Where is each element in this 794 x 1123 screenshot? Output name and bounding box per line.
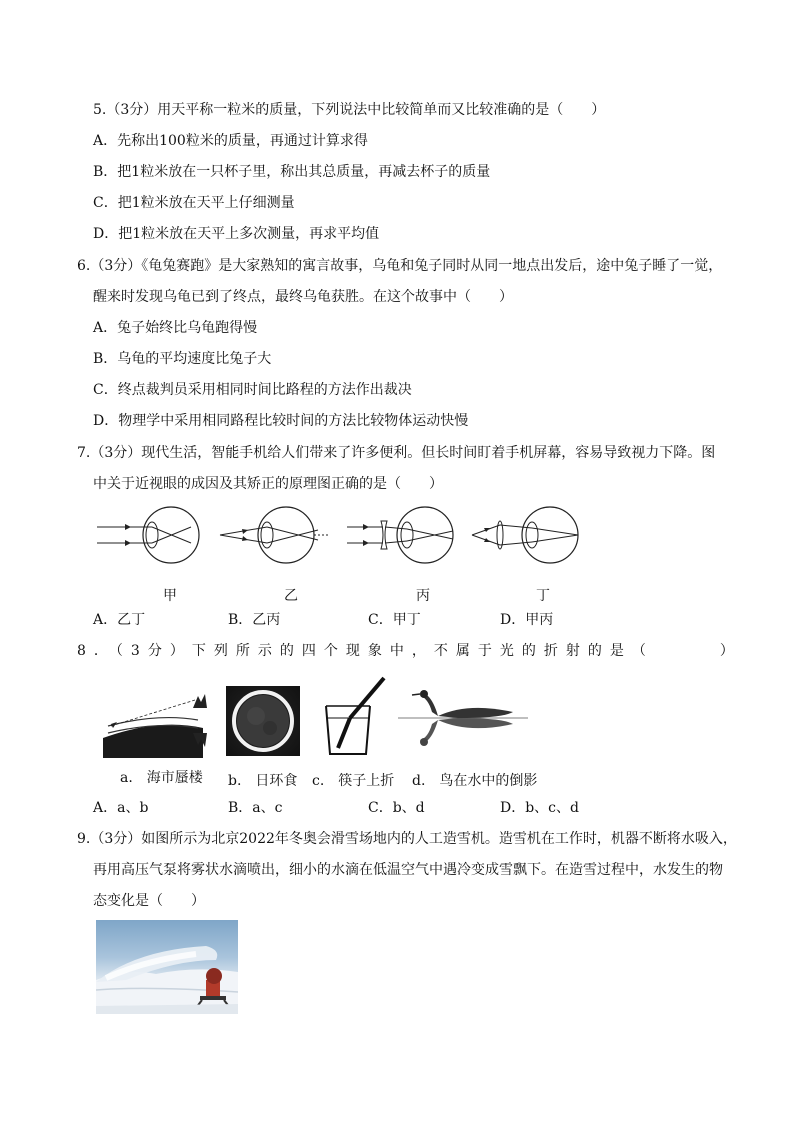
q8-option-d: D．b、c、d [500, 800, 579, 816]
q5-option-d: D．把1粒米放在天平上多次测量，再求平均值 [93, 226, 380, 242]
eclipse-image [226, 686, 300, 756]
q5-option-c: C．把1粒米放在天平上仔细测量 [93, 195, 295, 211]
q7-option-a: A．乙丁 [93, 612, 146, 628]
eye-diagram-ding [470, 505, 585, 565]
eye-diagram-bing [345, 505, 460, 565]
q7-label-bing: 丙 [416, 588, 430, 604]
eye-diagram-jia [95, 505, 210, 565]
q9-stem-line3: 态变化是（ ） [93, 893, 205, 909]
q8-option-a: A．a、b [93, 800, 149, 816]
snow-machine-photo [96, 920, 238, 1014]
q7-label-jia: 甲 [163, 588, 177, 604]
q8-caption-c: c. 筷子上折 [312, 773, 395, 789]
q8-caption-b: b. 日环食 [228, 773, 298, 789]
q7-option-c: C．甲丁 [368, 612, 421, 628]
q8-stem: 8．（3分）下列所示的四个现象中，不属于光的折射的是（ ） [77, 643, 742, 659]
q6-option-b: B．乌龟的平均速度比兔子大 [93, 351, 272, 367]
q6-stem-line2: 醒来时发现乌龟已到了终点，最终乌龟获胜。在这个故事中（ ） [93, 289, 513, 305]
q6-stem-line1: 6.（3分）《龟兔赛跑》是大家熟知的寓言故事，乌龟和兔子同时从同一地点出发后，途中兔子睡了一觉， [77, 258, 723, 274]
q7-option-b: B．乙丙 [228, 612, 281, 628]
q8-caption-a: a. 海市蜃楼 [120, 770, 203, 786]
mirage-image [103, 688, 213, 758]
q5-stem: 5.（3分）用天平称一粒米的质量，下列说法中比较简单而又比较准确的是（ ） [93, 102, 606, 118]
q7-stem-line2: 中关于近视眼的成因及其矫正的原理图正确的是（ ） [93, 476, 443, 492]
q7-option-d: D．甲丙 [500, 612, 554, 628]
q6-option-d: D．物理学中采用相同路程比较时间的方法比较物体运动快慢 [93, 413, 469, 429]
bird-reflection-image [398, 682, 528, 752]
q7-label-yi: 乙 [284, 588, 298, 604]
q6-option-c: C．终点裁判员采用相同时间比路程的方法作出裁决 [93, 382, 412, 398]
q7-stem-line1: 7.（3分）现代生活，智能手机给人们带来了许多便利。但长时间盯着手机屏幕，容易导致视力下降。图 [77, 445, 716, 461]
q9-stem-line2: 再用高压气泵将雾状水滴喷出，细小的水滴在低温空气中遇冷变成雪飘下。在造雪过程中，水发生的物 [93, 862, 723, 878]
q5-option-a: A．先称出100粒米的质量，再通过计算求得 [93, 133, 368, 149]
q6-option-a: A．兔子始终比乌龟跑得慢 [93, 320, 258, 336]
chopstick-glass-image [318, 676, 390, 758]
q7-label-ding: 丁 [536, 588, 550, 604]
q8-option-b: B．a、c [228, 800, 283, 816]
q8-option-c: C．b、d [368, 800, 425, 816]
eye-diagram-yi [218, 505, 333, 565]
q8-caption-d: d. 鸟在水中的倒影 [412, 773, 538, 789]
q5-option-b: B．把1粒米放在一只杯子里，称出其总质量，再减去杯子的质量 [93, 164, 491, 180]
q9-stem-line1: 9.（3分）如图所示为北京2022年冬奥会滑雪场地内的人工造雪机。造雪机在工作时，机器不断将水吸入， [77, 831, 737, 847]
